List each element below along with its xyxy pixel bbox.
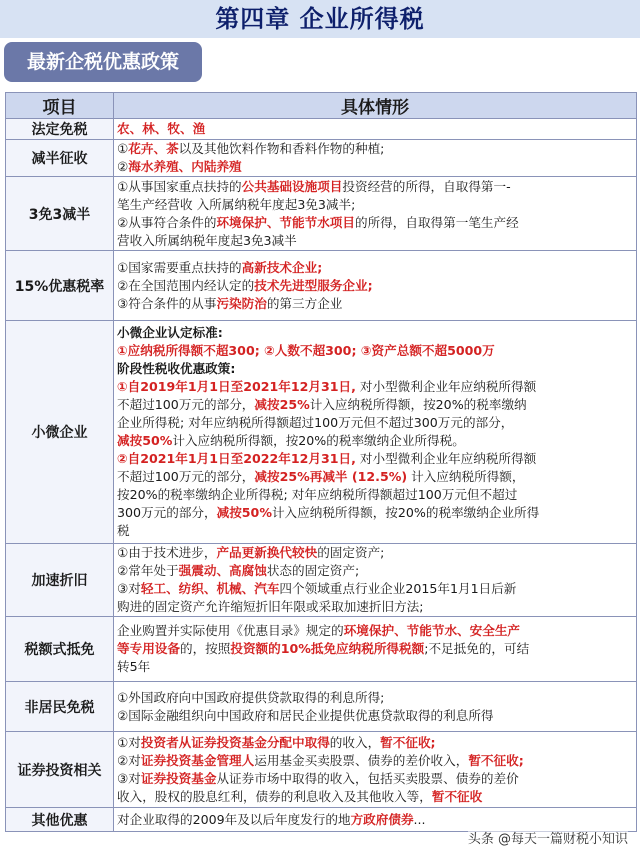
row-detail — [114, 251, 637, 321]
row-detail — [114, 140, 637, 177]
highlight-text: 公共基础设施项目 — [241, 178, 343, 194]
policy-table — [5, 92, 637, 832]
highlight-text: 减按50% — [117, 433, 173, 448]
detail-line — [117, 486, 633, 504]
detail-line — [117, 158, 633, 176]
highlight-text: 产品更新换代较快 — [216, 545, 318, 560]
table-row — [6, 617, 637, 682]
detail-line — [117, 324, 633, 342]
highlight-text: 方政府债券 — [350, 811, 414, 827]
detail-text: ②从事符合条件的 — [117, 214, 217, 230]
detail-text: 计入应纳税所得额，按20%的税率缴纳 — [309, 397, 527, 412]
highlight-text: 花卉、茶 — [128, 141, 179, 156]
highlight-text: 减按25%再减半 (12.5%) — [254, 469, 408, 484]
table-row — [6, 732, 637, 808]
detail-line — [117, 468, 633, 486]
detail-text: 笔生产经营收 入所属纳税年度起3免3减半; — [117, 196, 356, 212]
row-item-label: 证券投资相关 — [6, 732, 114, 808]
detail-text: 企业所得税; 对年应纳税所得额超过100万元但不超过300万元的部分， — [117, 415, 514, 430]
detail-text: 的第三方企业 — [266, 295, 343, 311]
detail-text: 小微企业认定标准: — [117, 325, 223, 340]
detail-text: 的，按照 — [179, 641, 231, 656]
detail-line — [117, 734, 633, 752]
detail-text: 企业购置并实际使用《优惠目录》规定的 — [117, 623, 344, 638]
highlight-text: 海水养殖、内陆养殖 — [128, 159, 242, 174]
row-item-label: 加速折旧 — [6, 544, 114, 617]
detail-line — [117, 770, 633, 788]
highlight-text: ①应纳税所得额不超300; ②人数不超300; ③资产总额不超5000万 — [117, 343, 495, 358]
column-header-item: 项目 — [6, 93, 114, 119]
highlight-text: 暂不征收; — [468, 752, 524, 768]
detail-text: ③对 — [117, 770, 141, 786]
detail-text: 投资经营的所得，自取得第一- — [342, 178, 511, 194]
detail-line — [117, 432, 633, 450]
detail-line — [117, 640, 633, 658]
detail-line — [117, 396, 633, 414]
column-header-detail: 具体情形 — [114, 93, 637, 119]
detail-text: 对小型微利企业年应纳税所得额 — [355, 451, 537, 466]
detail-line — [117, 598, 633, 616]
detail-text: 的收入， — [329, 734, 381, 750]
highlight-text: 污染防治 — [216, 295, 267, 311]
row-detail — [114, 119, 637, 140]
highlight-text: 环境保护、节能节水、安全生产 — [343, 623, 520, 638]
detail-text: 从证券市场中取得的收入，包括买卖股票、债券的差价 — [216, 770, 519, 786]
row-detail — [114, 682, 637, 732]
highlight-text: 投资者从证券投资基金分配中取得 — [140, 734, 330, 750]
detail-text: ①由于技术进步， — [117, 545, 217, 560]
row-item-label: 减半征收 — [6, 140, 114, 177]
detail-text: 收入，股权的股息红利，债券的利息收入及其他收入等， — [117, 788, 432, 804]
detail-text: 营收入所属纳税年度起3免3减半 — [117, 232, 297, 248]
detail-line — [117, 544, 633, 562]
watermark: 头条 @每天一篇财税小知识 — [468, 828, 628, 847]
detail-text: 运用基金买卖股票、债券的差价收入， — [254, 752, 469, 768]
highlight-text: 证券投资基金管理人 — [140, 752, 255, 768]
highlight-text: ①自2019年1月1日至2021年12月31日, — [117, 379, 356, 394]
highlight-text: 环境保护、节能节水项目 — [216, 214, 355, 230]
detail-line — [117, 140, 633, 158]
row-detail — [114, 732, 637, 808]
detail-text: 对小型微利企业年应纳税所得额 — [355, 379, 537, 394]
detail-text: 购进的固定资产允许缩短折旧年限或采取加速折旧方法; — [117, 599, 424, 614]
detail-text: ②常年处于 — [117, 563, 179, 578]
highlight-text: 等专用设备 — [117, 641, 180, 656]
detail-text: 以及其他饮料作物和香料作物的种植; — [178, 141, 385, 156]
detail-text: ① — [117, 141, 129, 156]
detail-text: 计入应纳税所得额，按20%的税率缴纳企业所得 — [271, 505, 540, 520]
detail-text: 不超过100万元的部分， — [117, 397, 255, 412]
detail-line — [117, 120, 633, 138]
detail-line — [117, 214, 633, 232]
detail-line — [117, 178, 633, 196]
detail-line — [117, 788, 633, 806]
detail-text: ② — [117, 159, 129, 174]
detail-line — [117, 580, 633, 598]
table-row — [6, 251, 637, 321]
row-item-label: 其他优惠 — [6, 808, 114, 832]
detail-text: 四个领域重点行业企业2015年1月1日后新 — [279, 581, 517, 596]
detail-text: ②对 — [117, 752, 141, 768]
highlight-text: 农、林、牧、渔 — [117, 121, 206, 136]
detail-line — [117, 811, 633, 829]
row-detail — [114, 544, 637, 617]
detail-line — [117, 414, 633, 432]
row-detail — [114, 321, 637, 544]
highlight-text: ②自2021年1月1日至2022年12月31日, — [117, 451, 356, 466]
row-detail — [114, 617, 637, 682]
detail-line — [117, 752, 633, 770]
detail-text: ①从事国家重点扶持的 — [117, 178, 242, 194]
detail-text: 计入应纳税所得额， — [407, 469, 525, 484]
detail-text: ①对 — [117, 734, 141, 750]
detail-line — [117, 522, 633, 540]
detail-line — [117, 450, 633, 468]
detail-text: ②在全国范围内经认定的 — [117, 277, 255, 293]
row-item-label: 3免3减半 — [6, 177, 114, 251]
table-row — [6, 682, 637, 732]
detail-text: 转5年 — [117, 659, 151, 674]
detail-line — [117, 342, 633, 360]
section-title: 最新企税优惠政策 — [4, 42, 202, 82]
detail-text: ... — [413, 811, 426, 827]
detail-text: ;不足抵免的，可结 — [424, 641, 530, 656]
detail-line — [117, 504, 633, 522]
table-row — [6, 140, 637, 177]
detail-line — [117, 562, 633, 580]
highlight-text: 减按50% — [216, 505, 272, 520]
detail-line — [117, 277, 633, 295]
highlight-text: 技术先进型服务企业; — [254, 277, 373, 293]
detail-line — [117, 360, 633, 378]
table-row — [6, 119, 637, 140]
detail-line — [117, 622, 633, 640]
detail-line — [117, 259, 633, 277]
highlight-text: 暂不征收; — [380, 734, 436, 750]
detail-text: ②国际金融组织向中国政府和居民企业提供优惠贷款取得的利息所得 — [117, 707, 494, 723]
detail-text: 的固定资产; — [317, 545, 385, 560]
highlight-text: 减按25% — [254, 397, 310, 412]
row-item-label: 非居民免税 — [6, 682, 114, 732]
detail-text: 300万元的部分， — [117, 505, 217, 520]
highlight-text: 强震动、高腐蚀 — [178, 563, 267, 578]
table-row — [6, 544, 637, 617]
table-header-row — [6, 93, 637, 119]
row-item-label: 税额式抵免 — [6, 617, 114, 682]
row-item-label: 15%优惠税率 — [6, 251, 114, 321]
highlight-text: 轻工、纺织、机械、汽车 — [140, 581, 280, 596]
detail-text: ①国家需要重点扶持的 — [117, 259, 242, 275]
detail-line — [117, 196, 633, 214]
detail-line — [117, 707, 633, 725]
detail-text: 的所得，自取得第一笔生产经 — [354, 214, 519, 230]
table-row — [6, 177, 637, 251]
detail-text: ①外国政府向中国政府提供贷款取得的利息所得; — [117, 689, 385, 705]
detail-text: ③符合条件的从事 — [117, 295, 217, 311]
detail-text: 按20%的税率缴纳企业所得税; 对年应纳税所得额超过100万元但不超过 — [117, 487, 518, 502]
detail-text: 阶段性税收优惠政策: — [117, 361, 236, 376]
chapter-title: 第四章 企业所得税 — [215, 5, 425, 33]
table-body — [6, 119, 637, 832]
row-item-label: 小微企业 — [6, 321, 114, 544]
detail-line — [117, 658, 633, 676]
highlight-text: 证券投资基金 — [140, 770, 217, 786]
detail-line — [117, 689, 633, 707]
highlight-text: 投资额的10%抵免应纳税所得税额 — [230, 641, 425, 656]
detail-line — [117, 232, 633, 250]
detail-text: 对企业取得的2009年及以后年度发行的地 — [117, 811, 351, 827]
detail-text: 税 — [117, 523, 130, 538]
row-detail — [114, 177, 637, 251]
table-row — [6, 321, 637, 544]
detail-text: 不超过100万元的部分， — [117, 469, 255, 484]
detail-text: ③对 — [117, 581, 141, 596]
detail-text: 状态的固定资产; — [266, 563, 360, 578]
detail-text: 计入应纳税所得额，按20%的税率缴纳企业所得税。 — [172, 433, 465, 448]
highlight-text: 暂不征收 — [431, 788, 483, 804]
highlight-text: 高新技术企业; — [241, 259, 323, 275]
detail-line — [117, 378, 633, 396]
detail-line — [117, 295, 633, 313]
row-item-label: 法定免税 — [6, 119, 114, 140]
